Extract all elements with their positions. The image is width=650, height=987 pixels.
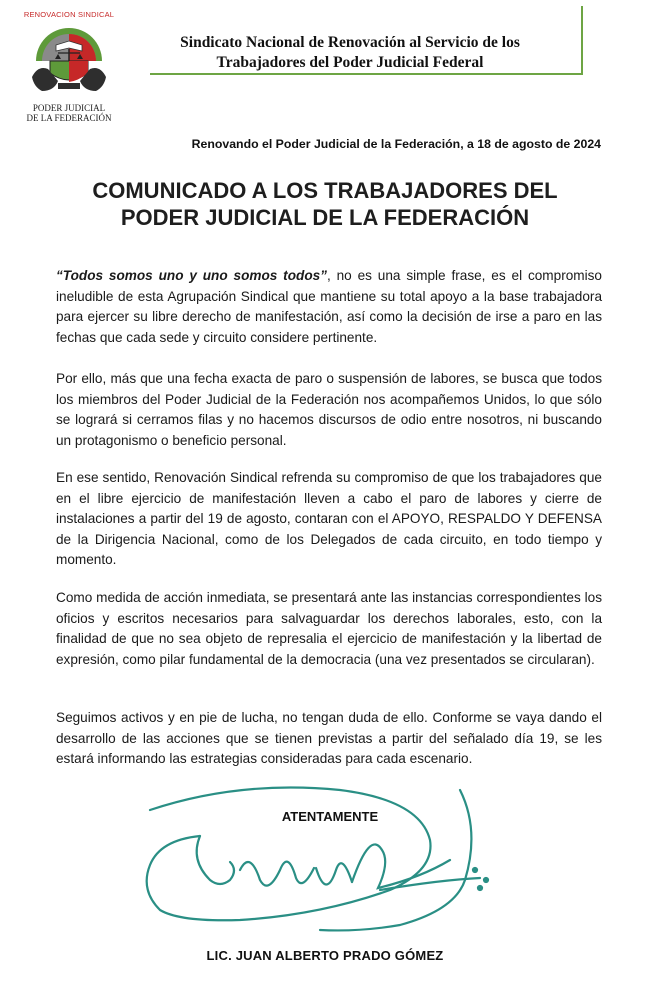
logo-bottom-line2: DE LA FEDERACIÓN [26, 113, 112, 123]
date-place-line: Renovando el Poder Judicial de la Federación, a 18 de agosto de 2024 [191, 137, 601, 151]
communique-title-line2: PODER JUDICIAL DE LA FEDERACIÓN [120, 205, 530, 230]
union-name-line2: Trabajadores del Poder Judicial Federal [216, 54, 484, 71]
emblem-icon [28, 21, 110, 101]
logo-bottom-line1: PODER JUDICIAL [32, 103, 106, 113]
paragraph-1 [56, 266, 602, 348]
handwritten-signature [120, 770, 540, 940]
paragraph-2: Por ello, más que una fecha exacta de paro o suspensión de labores, se busca que todos los miembros del Poder Judicial de la Federación nos acompañemos Unidos, lo que sólo se logrará si cerramos filas y no hacemos discursos de odio entre nosotros, ni buscando un protagonismo o beneficio personal. [56, 371, 602, 448]
paragraph-4: Como medida de acción inmediata, se presentará ante las instancias correspondientes los oficios y escritos necesarios para salvaguardar los derechos laborales, esto, con la finalidad de que no sea objeto de represalia el ejercicio de manifestación y la libertad de expresión, como pilar fundamental de la democracia (una vez presentados se circularan). [56, 590, 602, 667]
signer-name: LIC. JUAN ALBERTO PRADO GÓMEZ [206, 948, 444, 963]
paragraph-3: En ese sentido, Renovación Sindical refrenda su compromiso de que los trabajadores que en el libre ejercicio de manifestación lleven a cabo el paro de labores y cierre de instalaciones a partir del 19 de agosto, contaran con el APOYO, RESPALDO Y DEFENSA de la Dirigencia Nacional, como de los Delegados de cada circuito, en todo tiempo y momento. [56, 470, 602, 567]
header-divider-horizontal [150, 73, 583, 75]
paragraph-5: Seguimos activos y en pie de lucha, no tengan duda de ello. Conforme se vaya dando el desarrollo de las acciones que se tienen previstas a partir del señalado día 19, se les estará informando las estrategias consideradas para cada escenario. [56, 710, 602, 766]
union-name-line1: Sindicato Nacional de Renovación al Servicio de los [180, 34, 520, 51]
closing-salutation: ATENTAMENTE [281, 809, 379, 824]
paragraph-1-text: , no es una simple frase, es el compromiso ineludible de esta Agrupación Sindical que mantiene su total apoyo a la base trabajadora para ejercer su libre derecho de manifestación, así como la decisión de irse a paro en las fechas que cada sede y circuito considere pertinente. [56, 268, 602, 345]
header-divider-vertical [581, 6, 583, 75]
communique-title-line1: COMUNICADO A LOS TRABAJADORES DEL [92, 178, 558, 203]
motto: “Todos somos uno y uno somos todos” [56, 268, 327, 283]
communique-title [40, 177, 610, 231]
logo-bottom-text [14, 103, 124, 123]
union-name-heading [128, 33, 572, 73]
union-logo [14, 6, 124, 124]
logo-top-text: RENOVACION SINDICAL [23, 10, 115, 19]
